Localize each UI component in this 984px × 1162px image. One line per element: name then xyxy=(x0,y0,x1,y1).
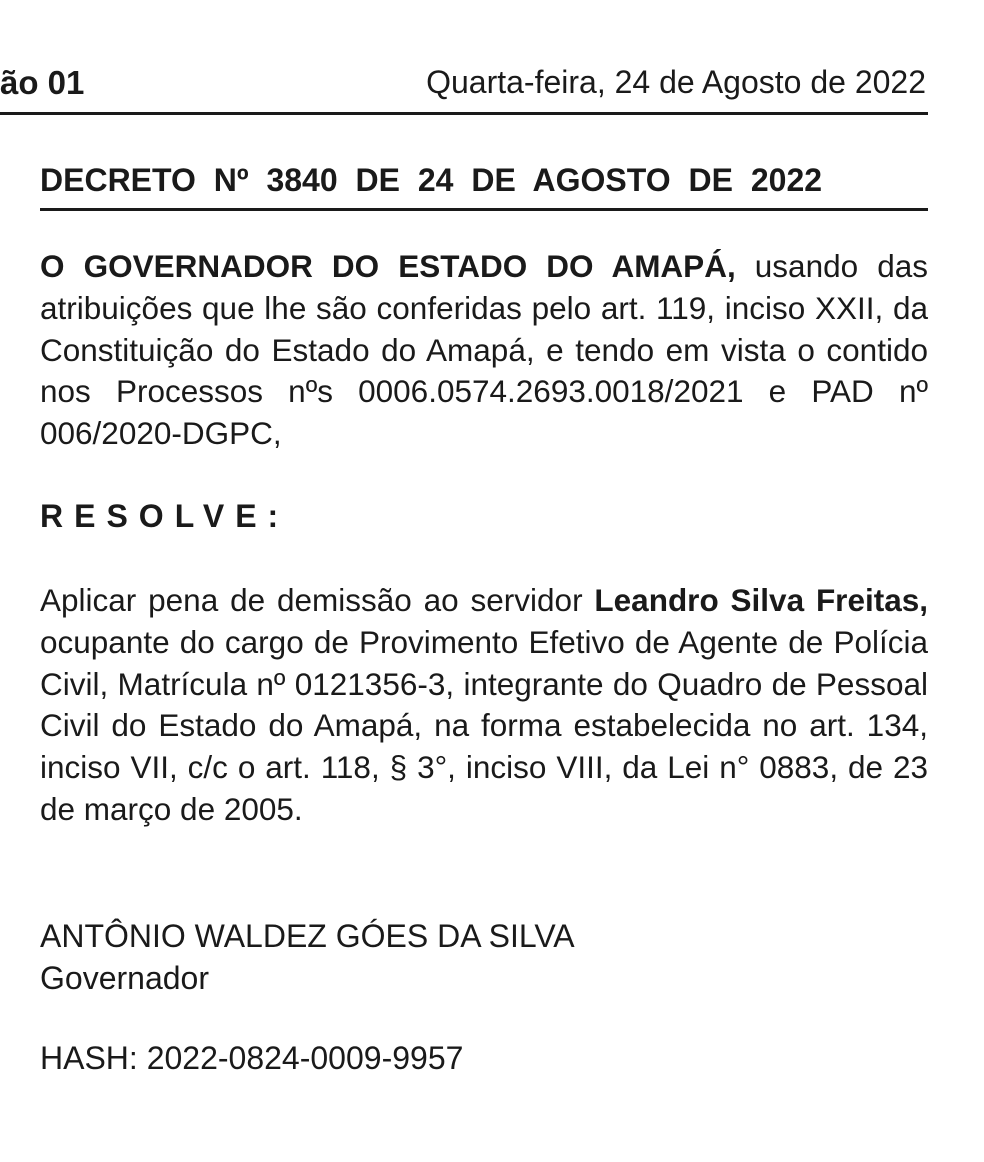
resolution-paragraph xyxy=(40,580,928,831)
resolve-heading: RESOLVE: xyxy=(40,498,290,534)
resolution-intro: Aplicar pena de demissão ao servidor xyxy=(40,582,595,618)
preamble-authority: O GOVERNADOR DO ESTADO DO AMAPÁ, xyxy=(40,248,736,284)
document-hash: HASH: 2022-0824-0009-9957 xyxy=(40,1040,464,1076)
signatory-role: Governador xyxy=(40,960,209,996)
signature-block xyxy=(40,915,575,999)
preamble-text: usando das atribuições que lhe são conferidas pelo art. 119, inciso XXII, da Constituição do Estado do Amapá, e tendo em vista o contido nos Processos nºs 0006.0574.2693.0018/2021 e PAD nº 006/2020-DGPC, xyxy=(40,248,929,452)
page-header xyxy=(0,56,928,115)
edition-label: ão 01 xyxy=(0,64,85,101)
employee-name: Leandro Silva Freitas, xyxy=(594,582,928,618)
preamble-paragraph xyxy=(40,246,928,455)
publication-date: Quarta-feira, 24 de Agosto de 2022 xyxy=(426,64,926,100)
signatory-name: ANTÔNIO WALDEZ GÓES DA SILVA xyxy=(40,918,575,954)
decree-title: DECRETO Nº 3840 DE 24 DE AGOSTO DE 2022 xyxy=(40,162,928,211)
resolution-text: ocupante do cargo de Provimento Efetivo de Agente de Polícia Civil, Matrícula nº 0121356-3, integrante do Quadro de Pessoal Civil do Estado do Amapá, na forma estabelecida no art. 134, inciso VII, c/c o art. 118, § 3°, inciso VIII, da Lei n° 0883, de 23 de março de 2005. xyxy=(40,623,928,827)
